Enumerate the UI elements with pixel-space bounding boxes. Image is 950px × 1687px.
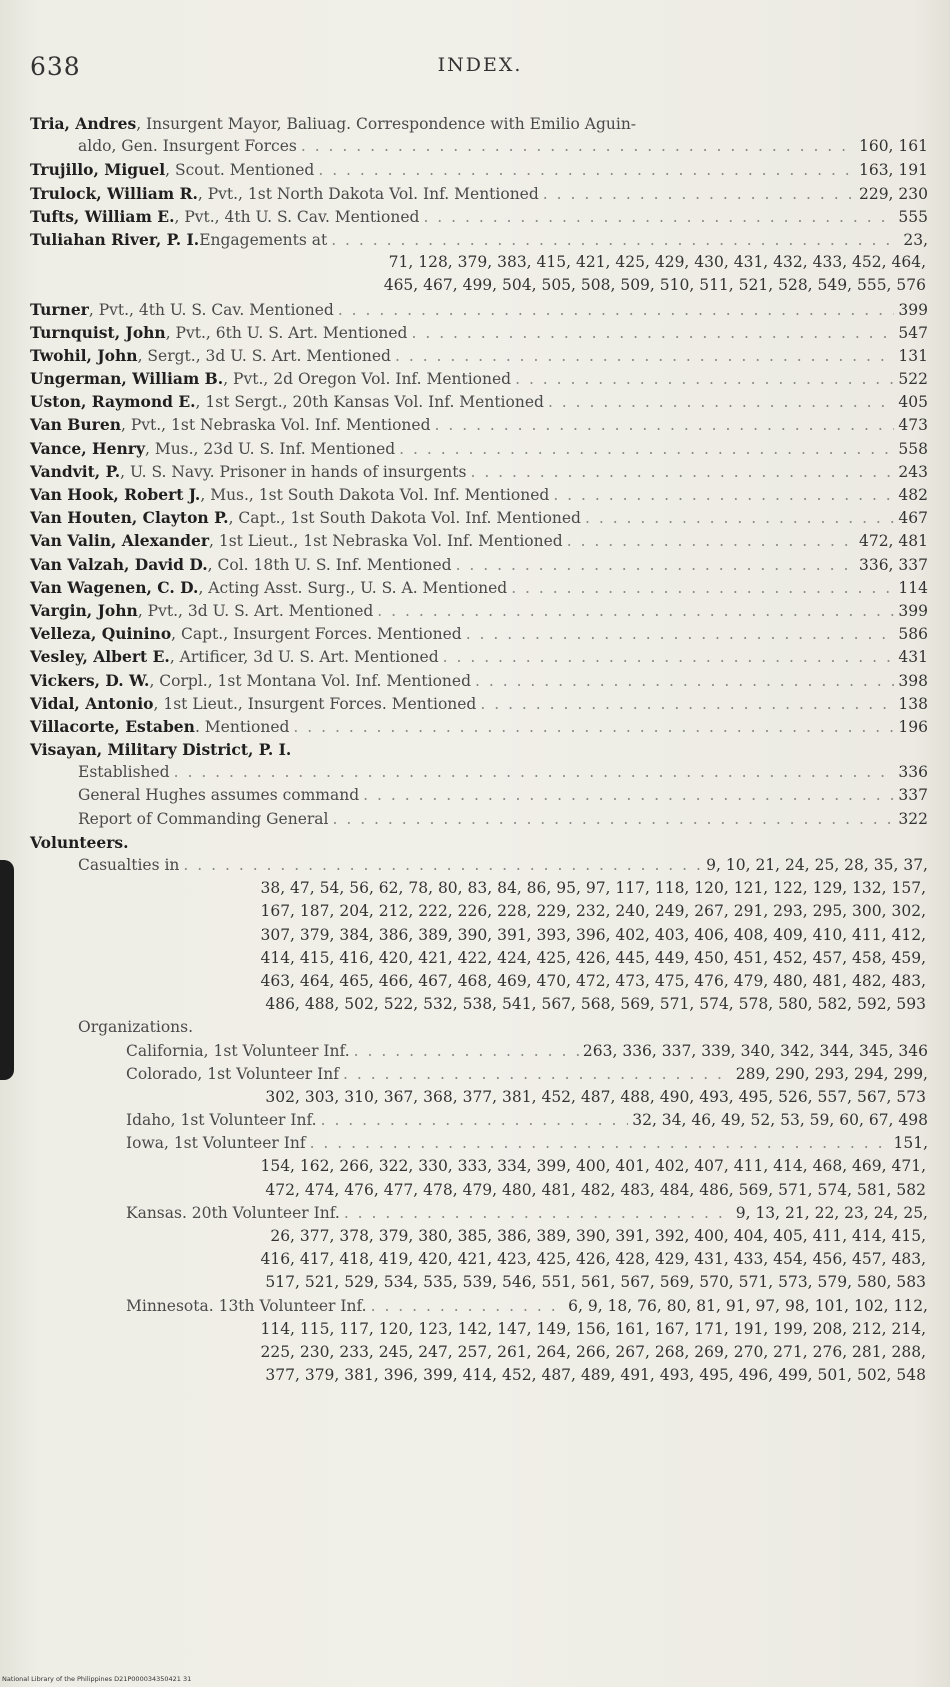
entry-name: Visayan, Military District, P. I. — [30, 740, 292, 760]
entry-name: Twohil, John — [30, 345, 138, 365]
entry-pages: 431 — [898, 648, 928, 667]
index-entry — [30, 808, 928, 831]
dot-leader — [395, 345, 894, 368]
entry-description: , Pvt., 1st North Dakota Vol. Inf. Mentioned — [197, 184, 539, 203]
index-entry — [30, 321, 928, 344]
entry-description: , Pvt., 4th U. S. Cav. Mentioned — [174, 207, 420, 226]
entry-pages: 114 — [898, 578, 928, 597]
index-entry — [30, 182, 928, 205]
dot-leader — [321, 1109, 629, 1132]
entry-description: Engagements at — [199, 230, 328, 249]
entry-name: Vandvit, P. — [30, 461, 121, 481]
entry-name: Turner — [30, 299, 89, 319]
index-entry — [30, 622, 928, 645]
organization-label: Iowa, 1st Volunteer Inf — [126, 1134, 306, 1153]
subentry-label: Established — [78, 763, 170, 782]
dot-leader — [567, 530, 855, 553]
entry-pages: 32, 34, 46, 49, 52, 53, 59, 60, 67, 498 — [632, 1111, 928, 1130]
entry-name: Van Valin, Alexander — [30, 531, 209, 551]
entry-pages: 399 — [898, 601, 928, 620]
dot-leader — [183, 854, 702, 877]
page-header — [30, 52, 930, 86]
entry-pages: 522 — [898, 370, 928, 389]
index-entry — [30, 1063, 928, 1086]
entry-name: Ungerman, William B. — [30, 369, 224, 389]
entry-continuation: aldo, Gen. Insurgent Forces — [78, 137, 297, 156]
subentry-heading: Organizations. — [78, 1018, 194, 1037]
entry-page-continuation: 71, 128, 379, 383, 415, 421, 425, 429, 430, 431, 432, 433, 452, 464, — [388, 253, 926, 272]
entry-pages: 160, 161 — [858, 137, 928, 156]
dot-leader — [585, 507, 894, 530]
index-entry — [30, 1016, 928, 1039]
index-entry — [30, 1109, 928, 1132]
index-entry — [30, 460, 928, 483]
entry-page-continuation: 302, 303, 310, 367, 368, 377, 381, 452, 487, 488, 490, 493, 495, 526, 557, 567, 573 — [265, 1087, 926, 1106]
entry-page-continuation: 38, 47, 54, 56, 62, 78, 80, 83, 84, 86, 95, 97, 117, 118, 120, 121, 122, 129, 132, 157, — [260, 879, 926, 898]
index-entry — [30, 228, 928, 251]
index-entry — [30, 483, 928, 506]
entry-description: , Col. 18th U. S. Inf. Mentioned — [207, 555, 452, 574]
dot-leader — [354, 1040, 579, 1063]
index-entry — [30, 692, 928, 715]
index-entry — [30, 205, 928, 228]
index-entry — [30, 854, 928, 877]
dot-leader — [318, 159, 855, 182]
index-entry — [30, 158, 928, 181]
subentry-label: General Hughes assumes command — [78, 786, 360, 805]
dot-leader — [399, 438, 894, 461]
entry-description: , 1st Sergt., 20th Kansas Vol. Inf. Mentioned — [195, 393, 544, 412]
entry-pages: 196 — [898, 717, 928, 736]
index-entry — [30, 1040, 928, 1063]
entry-page-continuation: 307, 379, 384, 386, 389, 390, 391, 393, 396, 402, 403, 406, 408, 409, 410, 411, 412, — [260, 925, 926, 944]
entry-page-continuation: 225, 230, 233, 245, 247, 257, 261, 264, 266, 267, 268, 269, 270, 271, 276, 281, 288, — [260, 1342, 926, 1361]
entry-name: Van Houten, Clayton P. — [30, 508, 229, 528]
entry-page-continuation: 517, 521, 529, 534, 535, 539, 546, 551, 561, 567, 569, 570, 571, 573, 579, 580, 583 — [265, 1273, 926, 1292]
entry-description: , Pvt., 2d Oregon Vol. Inf. Mentioned — [223, 370, 512, 389]
scan-footer: National Library of the Philippines D21P000034350421 31 — [2, 1675, 192, 1683]
entry-name: Villacorte, Estaben — [30, 716, 195, 736]
entry-pages: 138 — [898, 694, 928, 713]
entry-page-continuation: 414, 415, 416, 420, 421, 422, 424, 425, 426, 445, 449, 450, 451, 452, 457, 458, 459, — [260, 948, 926, 967]
entry-pages: 586 — [898, 625, 928, 644]
entry-description: , Scout. Mentioned — [165, 161, 315, 180]
index-entry — [30, 715, 928, 738]
entry-description: , 1st Lieut., Insurgent Forces. Mentioned — [153, 694, 477, 713]
entry-name: Van Buren — [30, 415, 121, 435]
dot-leader — [371, 1295, 565, 1318]
entry-pages: 336 — [898, 763, 928, 782]
binding-shadow — [0, 860, 14, 1080]
entry-page-continuation: 26, 377, 378, 379, 380, 385, 386, 389, 390, 391, 392, 400, 404, 405, 411, 414, 415, — [270, 1227, 926, 1245]
entry-page-continuation: 486, 488, 502, 522, 532, 538, 541, 567, 568, 569, 571, 574, 578, 580, 582, 592, 593 — [265, 995, 926, 1014]
entry-pages: 405 — [898, 393, 928, 412]
entry-page-continuation: 154, 162, 266, 322, 330, 333, 334, 399, 400, 401, 402, 407, 411, 414, 468, 469, 471, — [260, 1157, 926, 1176]
entry-description: , Mus., 1st South Dakota Vol. Inf. Mentioned — [200, 486, 550, 504]
dot-leader — [548, 391, 894, 414]
entry-page-continuation: 377, 379, 381, 396, 399, 414, 452, 487, 489, 491, 493, 495, 496, 499, 501, 502, 548 — [265, 1366, 926, 1385]
entry-pages: 472, 481 — [858, 532, 928, 551]
dot-leader — [174, 761, 895, 784]
organization-label: Kansas. 20th Volunteer Inf. — [126, 1203, 340, 1222]
dot-leader — [456, 554, 855, 577]
dot-leader — [443, 646, 895, 669]
index-entry — [30, 413, 928, 436]
entry-description: , Capt., Insurgent Forces. Mentioned — [171, 625, 462, 644]
entry-pages: 558 — [898, 439, 928, 458]
entry-page-continuation: 465, 467, 499, 504, 505, 508, 509, 510, 511, 521, 528, 549, 555, 576 — [383, 276, 926, 295]
index-entry — [30, 1132, 928, 1155]
entry-name: Uston, Raymond E. — [30, 392, 196, 412]
entry-description: , Artificer, 3d U. S. Art. Mentioned — [169, 648, 439, 667]
dot-leader — [338, 299, 895, 322]
entry-pages: 263, 336, 337, 339, 340, 342, 344, 345, 346 — [582, 1041, 928, 1060]
dot-leader — [470, 461, 894, 484]
entry-name: Tuliahan River, P. I. — [30, 229, 200, 249]
entry-name: Trulock, William R. — [30, 183, 198, 203]
entry-pages: 399 — [898, 300, 928, 319]
index-entry — [30, 1202, 928, 1225]
entry-name: Turnquist, John — [30, 322, 166, 342]
dot-leader — [293, 716, 894, 739]
subentry-label: Report of Commanding General — [78, 809, 329, 828]
entry-pages: 9, 13, 21, 22, 23, 24, 25, — [735, 1203, 928, 1222]
index-entry — [30, 784, 928, 807]
entry-pages: 322 — [898, 809, 928, 828]
entry-name: Van Wagenen, C. D. — [30, 577, 199, 597]
entry-pages: 9, 10, 21, 24, 25, 28, 35, 37, — [706, 856, 928, 874]
index-entry — [30, 553, 928, 576]
entry-name: Vance, Henry — [30, 438, 145, 458]
index-entry — [30, 669, 928, 692]
entry-name: Vesley, Albert E. — [30, 647, 170, 667]
entry-description: , Pvt., 6th U. S. Art. Mentioned — [165, 323, 408, 342]
organization-label: Minnesota. 13th Volunteer Inf. — [126, 1296, 367, 1315]
entry-name: Volunteers. — [30, 832, 129, 852]
entry-description: , Pvt., 3d U. S. Art. Mentioned — [137, 601, 374, 620]
index-entry — [30, 135, 928, 158]
entry-name: Vidal, Antonio — [30, 693, 154, 713]
dot-leader — [344, 1202, 732, 1225]
entry-description: , Corpl., 1st Montana Vol. Inf. Mentioned — [149, 671, 472, 690]
index-entry — [30, 437, 928, 460]
dot-leader — [466, 623, 895, 646]
entry-name: Velleza, Quinino — [30, 624, 172, 644]
entry-pages: 337 — [898, 786, 928, 805]
entry-pages: 151, — [893, 1134, 928, 1153]
entry-pages: 289, 290, 293, 294, 299, — [735, 1064, 928, 1083]
index-entry — [30, 367, 928, 390]
entry-pages: 131 — [898, 346, 928, 365]
index-entry — [30, 1295, 928, 1318]
dot-leader — [543, 183, 855, 206]
index-entry — [30, 390, 928, 413]
index-entry — [30, 529, 928, 552]
entry-pages: 473 — [898, 416, 928, 435]
dot-leader — [310, 1132, 890, 1155]
entry-pages: 547 — [898, 323, 928, 342]
entry-pages: 467 — [898, 509, 928, 528]
index-entry — [30, 576, 928, 599]
dot-leader — [480, 693, 894, 716]
index-entry — [30, 344, 928, 367]
dot-leader — [301, 135, 855, 158]
dot-leader — [343, 1063, 732, 1086]
entry-page-continuation: 167, 187, 204, 212, 222, 226, 228, 229, 232, 240, 249, 267, 291, 293, 295, 300, 302, — [260, 902, 926, 921]
entry-description: , U. S. Navy. Prisoner in hands of insurgents — [120, 462, 467, 481]
organization-label: Colorado, 1st Volunteer Inf — [126, 1064, 339, 1083]
entry-name: Van Hook, Robert J. — [30, 485, 201, 504]
dot-leader — [553, 484, 894, 507]
index-entry — [30, 645, 928, 668]
entry-pages: 555 — [898, 207, 928, 226]
running-head: INDEX. — [437, 54, 523, 76]
entry-pages: 243 — [898, 462, 928, 481]
dot-leader — [515, 368, 894, 391]
entry-name: Vickers, D. W. — [30, 670, 150, 690]
page-number: 638 — [30, 52, 81, 81]
index-entry — [30, 506, 928, 529]
entry-description: , Capt., 1st South Dakota Vol. Inf. Mentioned — [228, 509, 581, 528]
entry-pages: 336, 337 — [858, 555, 928, 574]
entry-pages: 482 — [898, 486, 928, 504]
entry-name: Trujillo, Miguel — [30, 160, 166, 180]
index-entry — [30, 298, 928, 321]
dot-leader — [411, 322, 894, 345]
dot-leader — [511, 577, 894, 600]
entry-pages: 163, 191 — [858, 161, 928, 180]
dot-leader — [377, 600, 894, 623]
entry-pages: 6, 9, 18, 76, 80, 81, 91, 97, 98, 101, 102, 112, — [568, 1296, 928, 1315]
entry-page-continuation: 114, 115, 117, 120, 123, 142, 147, 149, 156, 161, 167, 171, 191, 199, 208, 212, 214, — [260, 1319, 926, 1338]
dot-leader — [423, 206, 894, 229]
entry-description: , Sergt., 3d U. S. Art. Mentioned — [137, 346, 391, 365]
entry-description: , Acting Asst. Surg., U. S. A. Mentioned — [198, 578, 508, 597]
entry-page-continuation: 416, 417, 418, 419, 420, 421, 423, 425, 426, 428, 429, 431, 433, 454, 456, 457, 483, — [260, 1250, 926, 1269]
entry-pages: 23, — [903, 230, 928, 249]
dot-leader — [475, 670, 894, 693]
dot-leader — [333, 808, 895, 831]
index-entry — [30, 112, 928, 135]
organization-label: California, 1st Volunteer Inf. — [126, 1041, 350, 1060]
entry-pages: 398 — [898, 671, 928, 690]
index-entry — [30, 599, 928, 622]
entry-page-continuation: 463, 464, 465, 466, 467, 468, 469, 470, 472, 473, 475, 476, 479, 480, 481, 482, 483, — [260, 971, 926, 990]
index-entry — [30, 831, 928, 854]
entry-description: , 1st Lieut., 1st Nebraska Vol. Inf. Mentioned — [209, 532, 563, 551]
index-entry — [30, 738, 928, 761]
entry-description: , Pvt., 4th U. S. Cav. Mentioned — [88, 300, 334, 319]
entry-name: Tria, Andres — [30, 114, 137, 133]
organization-label: Idaho, 1st Volunteer Inf. — [126, 1111, 317, 1130]
index-entry — [30, 761, 928, 784]
dot-leader — [331, 229, 899, 252]
entry-pages: 229, 230 — [858, 184, 928, 203]
subentry-label: Casualties in — [78, 856, 180, 874]
dot-leader — [435, 414, 895, 437]
entry-description: . Mentioned — [194, 717, 290, 736]
entry-name: Van Valzah, David D. — [30, 554, 208, 574]
entry-description: , Pvt., 1st Nebraska Vol. Inf. Mentioned — [120, 416, 431, 435]
entry-description: , Mus., 23d U. S. Inf. Mentioned — [144, 439, 396, 458]
dot-leader — [363, 784, 894, 807]
entry-name: Vargin, John — [30, 600, 138, 620]
entry-description: , Insurgent Mayor, Baliuag. Correspondence with Emilio Aguin- — [136, 115, 637, 133]
index-entries — [30, 112, 928, 1387]
entry-page-continuation: 472, 474, 476, 477, 478, 479, 480, 481, 482, 483, 484, 486, 569, 571, 574, 581, 582 — [265, 1180, 926, 1199]
entry-name: Tufts, William E. — [30, 206, 175, 226]
